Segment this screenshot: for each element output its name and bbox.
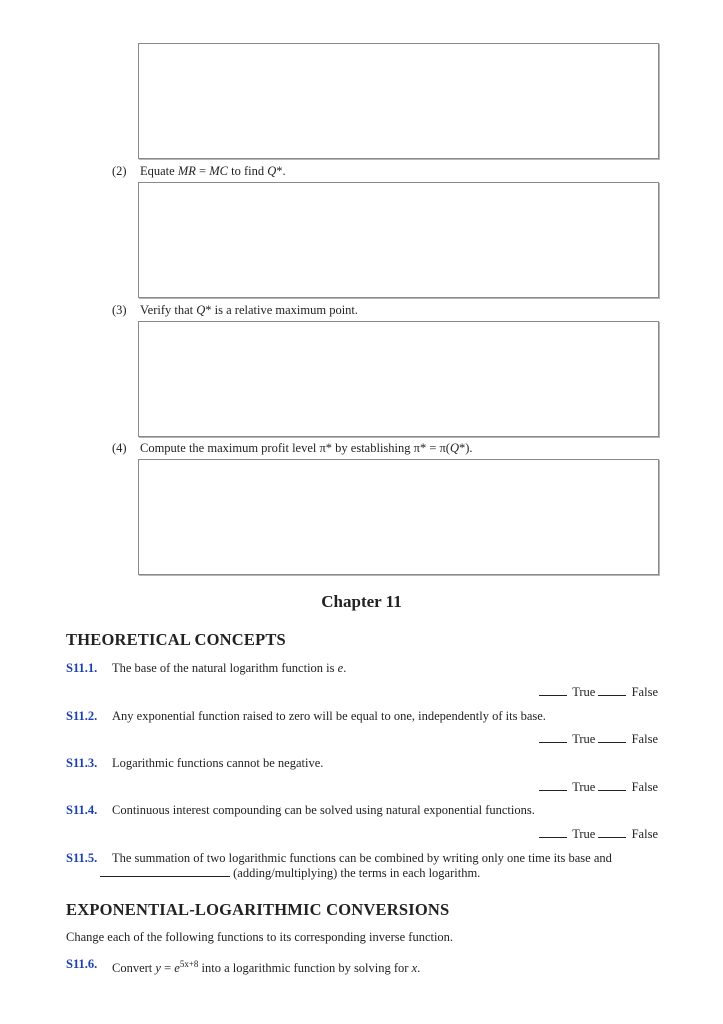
true-false-3 — [539, 780, 658, 795]
true-blank-1[interactable] — [539, 685, 567, 696]
question-text-5-tail: (adding/multiplying) the terms in each logarithm. — [233, 866, 481, 880]
fill-in-blank-5[interactable] — [100, 866, 230, 877]
question-text-3: Logarithmic functions cannot be negative. — [112, 756, 324, 770]
true-false-1 — [539, 685, 658, 700]
question-text-4: Continuous interest compounding can be solved using natural exponential functions. — [112, 803, 535, 817]
question-id-2: S11.2. — [66, 709, 98, 723]
section-heading-conversions: EXPONENTIAL-LOGARITHMIC CONVERSIONS — [66, 900, 450, 919]
step-text-3: Verify that Q* is a relative maximum point. — [140, 303, 359, 317]
step-number-4: (4) — [112, 441, 127, 455]
question-text-6: Convert $y = e^{5x+8}$ into a logarithmic function by solving for x. — [112, 959, 421, 976]
true-blank-3[interactable] — [539, 780, 567, 791]
section-intro: Change each of the following functions to its corresponding inverse function. — [66, 930, 454, 944]
answer-box-4[interactable] — [138, 459, 659, 575]
false-label-1: False — [631, 685, 658, 699]
false-blank-2[interactable] — [598, 732, 626, 743]
false-label-2: False — [631, 732, 658, 746]
step-text-4: Compute the maximum profit level π* by establishing π* = π(Q*). — [140, 441, 473, 455]
false-blank-4[interactable] — [598, 827, 626, 838]
false-blank-3[interactable] — [598, 780, 626, 791]
true-label-1: True — [572, 685, 596, 699]
question-text-2: Any exponential function raised to zero will be equal to one, independently of its base. — [112, 709, 546, 723]
true-blank-2[interactable] — [539, 732, 567, 743]
question-id-1: S11.1. — [66, 661, 98, 675]
true-label-4: True — [572, 827, 596, 841]
step-number-3: (3) — [112, 303, 127, 317]
question-id-5: S11.5. — [66, 851, 98, 865]
question-id-6: S11.6. — [66, 957, 98, 971]
question-text-1: The base of the natural logarithm function is e. — [112, 661, 347, 675]
answer-box-1[interactable] — [138, 43, 659, 159]
exponent: 5x+8 — [179, 959, 199, 969]
true-false-2 — [539, 732, 658, 747]
question-text-5-line2 — [100, 866, 480, 881]
question-id-4: S11.4. — [66, 803, 98, 817]
answer-box-2[interactable] — [138, 182, 659, 298]
section-heading-theoretical: THEORETICAL CONCEPTS — [66, 630, 286, 649]
true-label-2: True — [572, 732, 596, 746]
false-blank-1[interactable] — [598, 685, 626, 696]
false-label-3: False — [631, 780, 658, 794]
question-id-3: S11.3. — [66, 756, 98, 770]
chapter-title: Chapter 11 — [321, 592, 402, 611]
false-label-4: False — [631, 827, 658, 841]
step-number-2: (2) — [112, 164, 127, 178]
step-text-2: Equate MR = MC to find Q*. — [140, 164, 286, 178]
question-text-5: The summation of two logarithmic functions can be combined by writing only one time its base and — [112, 851, 612, 865]
true-label-3: True — [572, 780, 596, 794]
true-blank-4[interactable] — [539, 827, 567, 838]
true-false-4 — [539, 827, 658, 842]
answer-box-3[interactable] — [138, 321, 659, 437]
